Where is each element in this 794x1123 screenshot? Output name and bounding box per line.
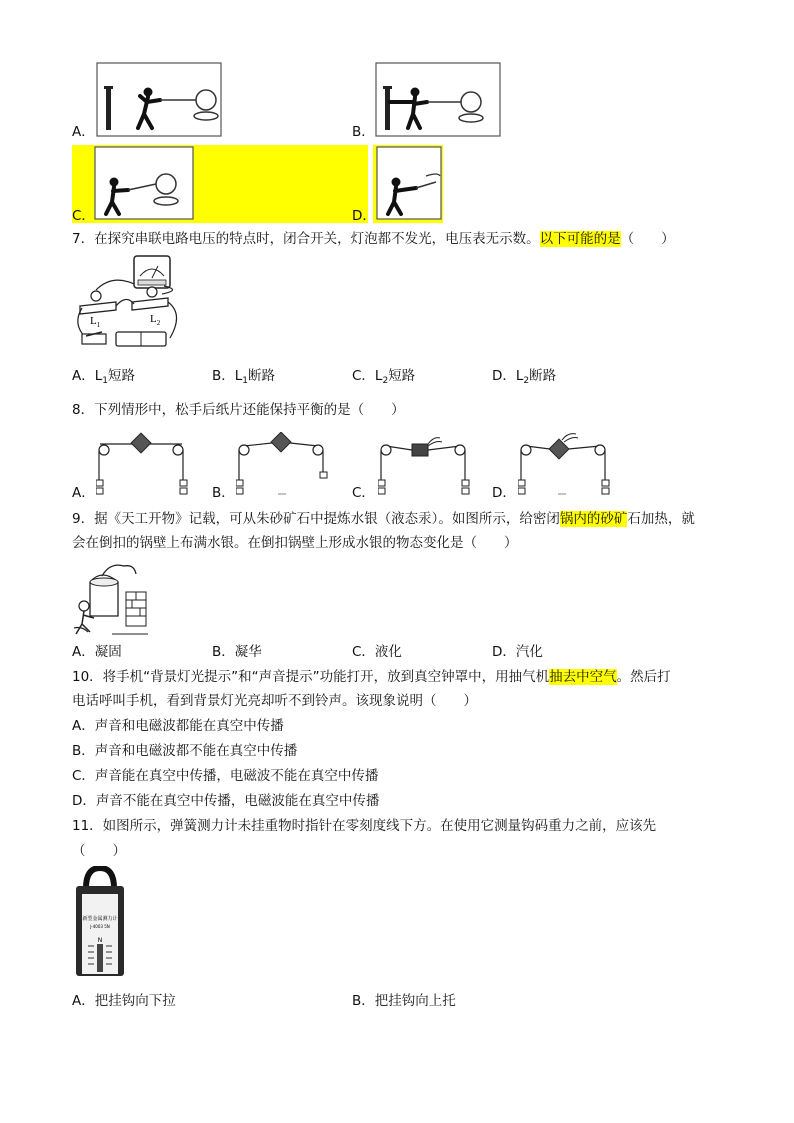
q8-option-a[interactable]: A．	[72, 485, 95, 501]
q9-option-c[interactable]: C．液化	[352, 644, 402, 660]
q8-figure-c	[378, 432, 470, 496]
q7-option-c[interactable]: C．$L_2$短路	[352, 368, 416, 386]
q11-scale-title: 新型金属测力计	[82, 916, 118, 922]
q6-option-b[interactable]: B．	[352, 124, 375, 140]
q11-stem-line1: 11．如图所示，弹簧测力计未挂重物时指针在零刻度线下方。在使用它测量钩码重力之前，应该先	[72, 818, 657, 834]
q11-scale-unit: N	[97, 937, 103, 944]
q10-option-d[interactable]: D．声音不能在真空中传播，电磁波能在真空中传播	[72, 793, 380, 809]
q10-stem-line1: 10．将手机“背景灯光提示”和“声音提示”功能打开，放到真空钟罩中，用抽气机抽去中空气。然后打	[72, 669, 671, 685]
q11-option-b[interactable]: B．把挂钩向上托	[352, 993, 456, 1009]
q9-figure	[72, 558, 152, 638]
q6-option-c[interactable]: C．	[72, 208, 95, 224]
q6-option-a[interactable]: A．	[72, 124, 95, 140]
q9-stem-line2: 会在倒扣的锅壁上布满水银。在倒扣锅壁上形成水银的物态变化是（ ）	[72, 535, 518, 551]
q7-stem	[72, 228, 675, 250]
q8-figure-b	[236, 432, 328, 496]
q8-option-b[interactable]: B．	[212, 485, 235, 501]
q7-circuit-figure	[72, 254, 184, 354]
q11-option-a[interactable]: A．把挂钩向下拉	[72, 993, 176, 1009]
q7-label-l2: $L_2$	[150, 313, 161, 327]
q7-option-d[interactable]: D．$L_2$断路	[492, 368, 557, 386]
q8-option-d[interactable]: D．	[492, 485, 516, 501]
q6-option-d[interactable]: D．	[352, 208, 376, 224]
q8-stem: 8．下列情形中，松手后纸片还能保持平衡的是（ ）	[72, 402, 405, 418]
q10-option-b[interactable]: B．声音和电磁波都不能在真空中传播	[72, 743, 298, 759]
q7-label-l1: $L_1$	[90, 315, 101, 329]
q7-stem-highlight: 以下可能的是	[539, 231, 621, 247]
q7-option-b[interactable]: B．$L_1$断路	[212, 368, 276, 386]
q10-stem-highlight: 抽去中空气	[549, 669, 617, 685]
q9-stem-line1: 9．据《天工开物》记载，可从朱砂矿石中提炼水银（液态汞）。如图所示，给密闭锅内的砂矿石加热，就	[72, 511, 695, 527]
q11-scale-spec: J-4003 5N	[90, 924, 110, 929]
q11-spring-scale-figure	[74, 866, 126, 978]
q10-option-a[interactable]: A．声音和电磁波都能在真空中传播	[72, 718, 284, 734]
q9-option-b[interactable]: B．凝华	[212, 644, 262, 660]
q6-figure-d	[376, 146, 442, 220]
q8-figure-a	[96, 432, 188, 496]
q6-figure-c	[94, 146, 194, 220]
q7-stem-text: 7．在探究串联电路电压的特点时，闭合开关，灯泡都不发光，电压表无示数。	[72, 231, 540, 247]
q9-option-a[interactable]: A．凝固	[72, 644, 122, 660]
q6-figure-b	[375, 62, 501, 137]
q7-option-a[interactable]: A．$L_1$短路	[72, 368, 135, 386]
q10-option-c[interactable]: C．声音能在真空中传播，电磁波不能在真空中传播	[72, 768, 379, 784]
q6-figure-a	[96, 62, 222, 137]
q8-option-c[interactable]: C．	[352, 485, 375, 501]
q8-figure-d	[518, 432, 610, 496]
q11-stem-line2: （ ）	[72, 843, 126, 859]
q9-option-d[interactable]: D．汽化	[492, 644, 543, 660]
q10-stem-line2: 电话呼叫手机，看到背景灯光亮却听不到铃声。该现象说明（ ）	[72, 693, 477, 709]
q9-stem-highlight: 锅内的砂矿	[559, 511, 628, 527]
q7-stem-paren: （ ）	[620, 231, 675, 247]
